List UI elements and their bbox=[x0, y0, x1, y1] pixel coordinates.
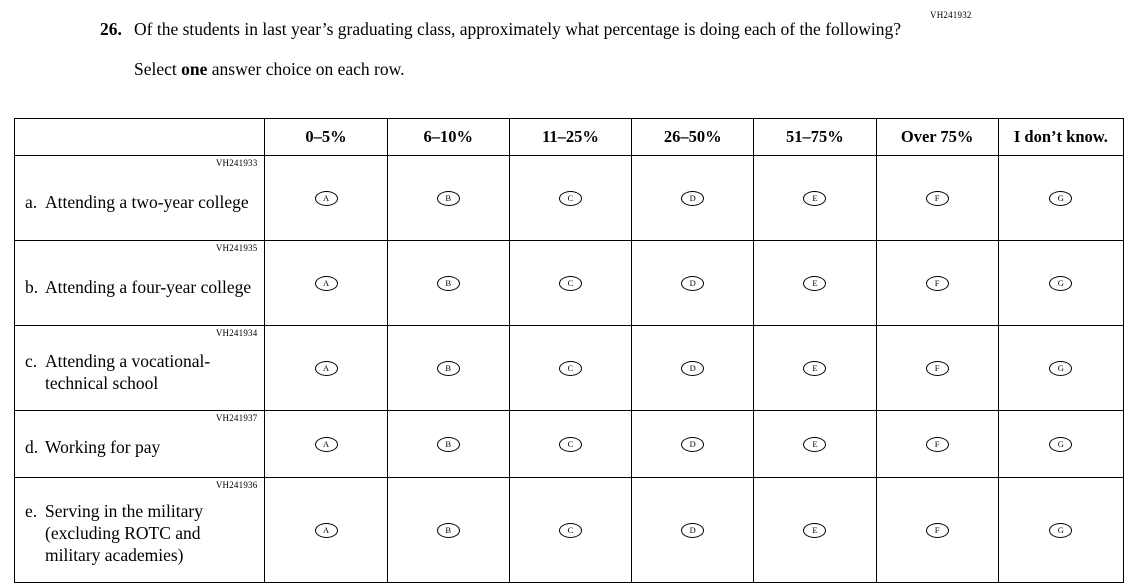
cell-c-0-5[interactable] bbox=[265, 326, 387, 411]
radio-bubble-icon[interactable]: B bbox=[437, 523, 460, 538]
cell-a-0-5[interactable] bbox=[265, 156, 387, 241]
cell-b-over-75[interactable] bbox=[876, 241, 998, 326]
row-letter-c: c. bbox=[25, 351, 38, 371]
header-row bbox=[15, 119, 1124, 156]
cell-b-6-10[interactable] bbox=[387, 241, 509, 326]
row-letter-b: b. bbox=[25, 277, 39, 297]
radio-bubble-icon[interactable]: A bbox=[315, 523, 338, 538]
row-text-e: Serving in the military (excluding ROTC and military academies) bbox=[45, 501, 203, 565]
row-text-d: Working for pay bbox=[45, 437, 161, 457]
cell-b-51-75[interactable] bbox=[754, 241, 876, 326]
radio-bubble-icon[interactable]: E bbox=[803, 361, 826, 376]
cell-e-over-75[interactable] bbox=[876, 478, 998, 583]
row-item-code-e: VH241936 bbox=[215, 480, 258, 490]
cell-c-over-75[interactable] bbox=[876, 326, 998, 411]
column-header-26-50: 26–50% bbox=[632, 119, 754, 156]
cell-d-dont-know[interactable] bbox=[998, 411, 1123, 478]
radio-bubble-icon[interactable]: F bbox=[926, 437, 949, 452]
cell-d-11-25[interactable] bbox=[509, 411, 631, 478]
cell-e-51-75[interactable] bbox=[754, 478, 876, 583]
survey-matrix-table bbox=[14, 118, 1124, 583]
column-header-dont-know: I don’t know. bbox=[998, 119, 1123, 156]
row-text-a: Attending a two-year college bbox=[45, 192, 249, 212]
radio-bubble-icon[interactable]: D bbox=[681, 437, 704, 452]
radio-bubble-icon[interactable]: E bbox=[803, 276, 826, 291]
table-header bbox=[15, 119, 1124, 156]
cell-d-26-50[interactable] bbox=[632, 411, 754, 478]
row-text-b: Attending a four-year college bbox=[45, 277, 252, 297]
radio-bubble-icon[interactable]: C bbox=[559, 361, 582, 376]
column-header-6-10: 6–10% bbox=[387, 119, 509, 156]
cell-a-26-50[interactable] bbox=[632, 156, 754, 241]
radio-bubble-icon[interactable]: G bbox=[1049, 191, 1072, 206]
radio-bubble-icon[interactable]: C bbox=[559, 276, 582, 291]
radio-bubble-icon[interactable]: B bbox=[437, 276, 460, 291]
cell-a-11-25[interactable] bbox=[509, 156, 631, 241]
row-text-c: Attending a vocational-technical school bbox=[45, 351, 211, 393]
radio-bubble-icon[interactable]: D bbox=[681, 191, 704, 206]
cell-e-dont-know[interactable] bbox=[998, 478, 1123, 583]
row-label-cell-e bbox=[15, 478, 265, 583]
cell-d-over-75[interactable] bbox=[876, 411, 998, 478]
row-label-cell-b bbox=[15, 241, 265, 326]
cell-c-51-75[interactable] bbox=[754, 326, 876, 411]
row-label-inner-d bbox=[25, 436, 258, 458]
instruction-emphasis: one bbox=[181, 59, 208, 79]
radio-bubble-icon[interactable]: G bbox=[1049, 276, 1072, 291]
cell-a-6-10[interactable] bbox=[387, 156, 509, 241]
table-body bbox=[15, 156, 1124, 583]
cell-d-0-5[interactable] bbox=[265, 411, 387, 478]
row-item-code-c: VH241934 bbox=[215, 328, 258, 338]
radio-bubble-icon[interactable]: A bbox=[315, 437, 338, 452]
cell-a-over-75[interactable] bbox=[876, 156, 998, 241]
question-text: Of the students in last year’s graduating class, approximately what percentage is doing each of the following? bbox=[134, 19, 902, 39]
radio-bubble-icon[interactable]: A bbox=[315, 361, 338, 376]
cell-d-6-10[interactable] bbox=[387, 411, 509, 478]
row-label-cell-a bbox=[15, 156, 265, 241]
question-row bbox=[100, 18, 960, 40]
header-corner bbox=[15, 119, 265, 156]
row-label-cell-d bbox=[15, 411, 265, 478]
radio-bubble-icon[interactable]: D bbox=[681, 523, 704, 538]
question-instruction bbox=[134, 58, 960, 80]
radio-bubble-icon[interactable]: C bbox=[559, 523, 582, 538]
row-item-code-b: VH241935 bbox=[215, 243, 258, 253]
row-label-inner-e bbox=[25, 500, 258, 566]
row-label-cell-c bbox=[15, 326, 265, 411]
cell-d-51-75[interactable] bbox=[754, 411, 876, 478]
radio-bubble-icon[interactable]: C bbox=[559, 437, 582, 452]
radio-bubble-icon[interactable]: A bbox=[315, 191, 338, 206]
radio-bubble-icon[interactable]: G bbox=[1049, 523, 1072, 538]
column-header-over-75: Over 75% bbox=[876, 119, 998, 156]
table-row bbox=[15, 411, 1124, 478]
radio-bubble-icon[interactable]: F bbox=[926, 523, 949, 538]
table-row bbox=[15, 326, 1124, 411]
column-header-0-5: 0–5% bbox=[265, 119, 387, 156]
cell-b-0-5[interactable] bbox=[265, 241, 387, 326]
row-item-code-d: VH241937 bbox=[215, 413, 258, 423]
cell-c-6-10[interactable] bbox=[387, 326, 509, 411]
cell-e-6-10[interactable] bbox=[387, 478, 509, 583]
row-letter-a: a. bbox=[25, 192, 38, 212]
question-number: 26. bbox=[100, 19, 122, 39]
cell-b-11-25[interactable] bbox=[509, 241, 631, 326]
radio-bubble-icon[interactable]: F bbox=[926, 361, 949, 376]
cell-c-26-50[interactable] bbox=[632, 326, 754, 411]
row-letter-d: d. bbox=[25, 437, 39, 457]
radio-bubble-icon[interactable]: G bbox=[1049, 437, 1072, 452]
radio-bubble-icon[interactable]: E bbox=[803, 437, 826, 452]
row-label-inner-a bbox=[25, 191, 258, 213]
cell-e-0-5[interactable] bbox=[265, 478, 387, 583]
row-item-code-a: VH241933 bbox=[215, 158, 258, 168]
radio-bubble-icon[interactable]: E bbox=[803, 191, 826, 206]
radio-bubble-icon[interactable]: F bbox=[926, 191, 949, 206]
form-item-code-top: VH241932 bbox=[930, 10, 972, 20]
radio-bubble-icon[interactable]: B bbox=[437, 191, 460, 206]
table-row bbox=[15, 241, 1124, 326]
question-block bbox=[100, 18, 960, 80]
radio-bubble-icon[interactable]: A bbox=[315, 276, 338, 291]
cell-a-51-75[interactable] bbox=[754, 156, 876, 241]
column-header-11-25: 11–25% bbox=[509, 119, 631, 156]
column-header-51-75: 51–75% bbox=[754, 119, 876, 156]
radio-bubble-icon[interactable]: B bbox=[437, 437, 460, 452]
table-row bbox=[15, 156, 1124, 241]
cell-c-11-25[interactable] bbox=[509, 326, 631, 411]
cell-e-11-25[interactable] bbox=[509, 478, 631, 583]
radio-bubble-icon[interactable]: C bbox=[559, 191, 582, 206]
radio-bubble-icon[interactable]: D bbox=[681, 276, 704, 291]
instruction-after: answer choice on each row. bbox=[207, 59, 405, 79]
table-row bbox=[15, 478, 1124, 583]
row-label-inner-c bbox=[25, 350, 258, 394]
radio-bubble-icon[interactable]: B bbox=[437, 361, 460, 376]
radio-bubble-icon[interactable]: E bbox=[803, 523, 826, 538]
radio-bubble-icon[interactable]: G bbox=[1049, 361, 1072, 376]
radio-bubble-icon[interactable]: D bbox=[681, 361, 704, 376]
cell-b-26-50[interactable] bbox=[632, 241, 754, 326]
row-letter-e: e. bbox=[25, 501, 38, 521]
radio-bubble-icon[interactable]: F bbox=[926, 276, 949, 291]
cell-a-dont-know[interactable] bbox=[998, 156, 1123, 241]
cell-c-dont-know[interactable] bbox=[998, 326, 1123, 411]
cell-b-dont-know[interactable] bbox=[998, 241, 1123, 326]
row-label-inner-b bbox=[25, 276, 258, 298]
instruction-before: Select bbox=[134, 59, 182, 79]
cell-e-26-50[interactable] bbox=[632, 478, 754, 583]
